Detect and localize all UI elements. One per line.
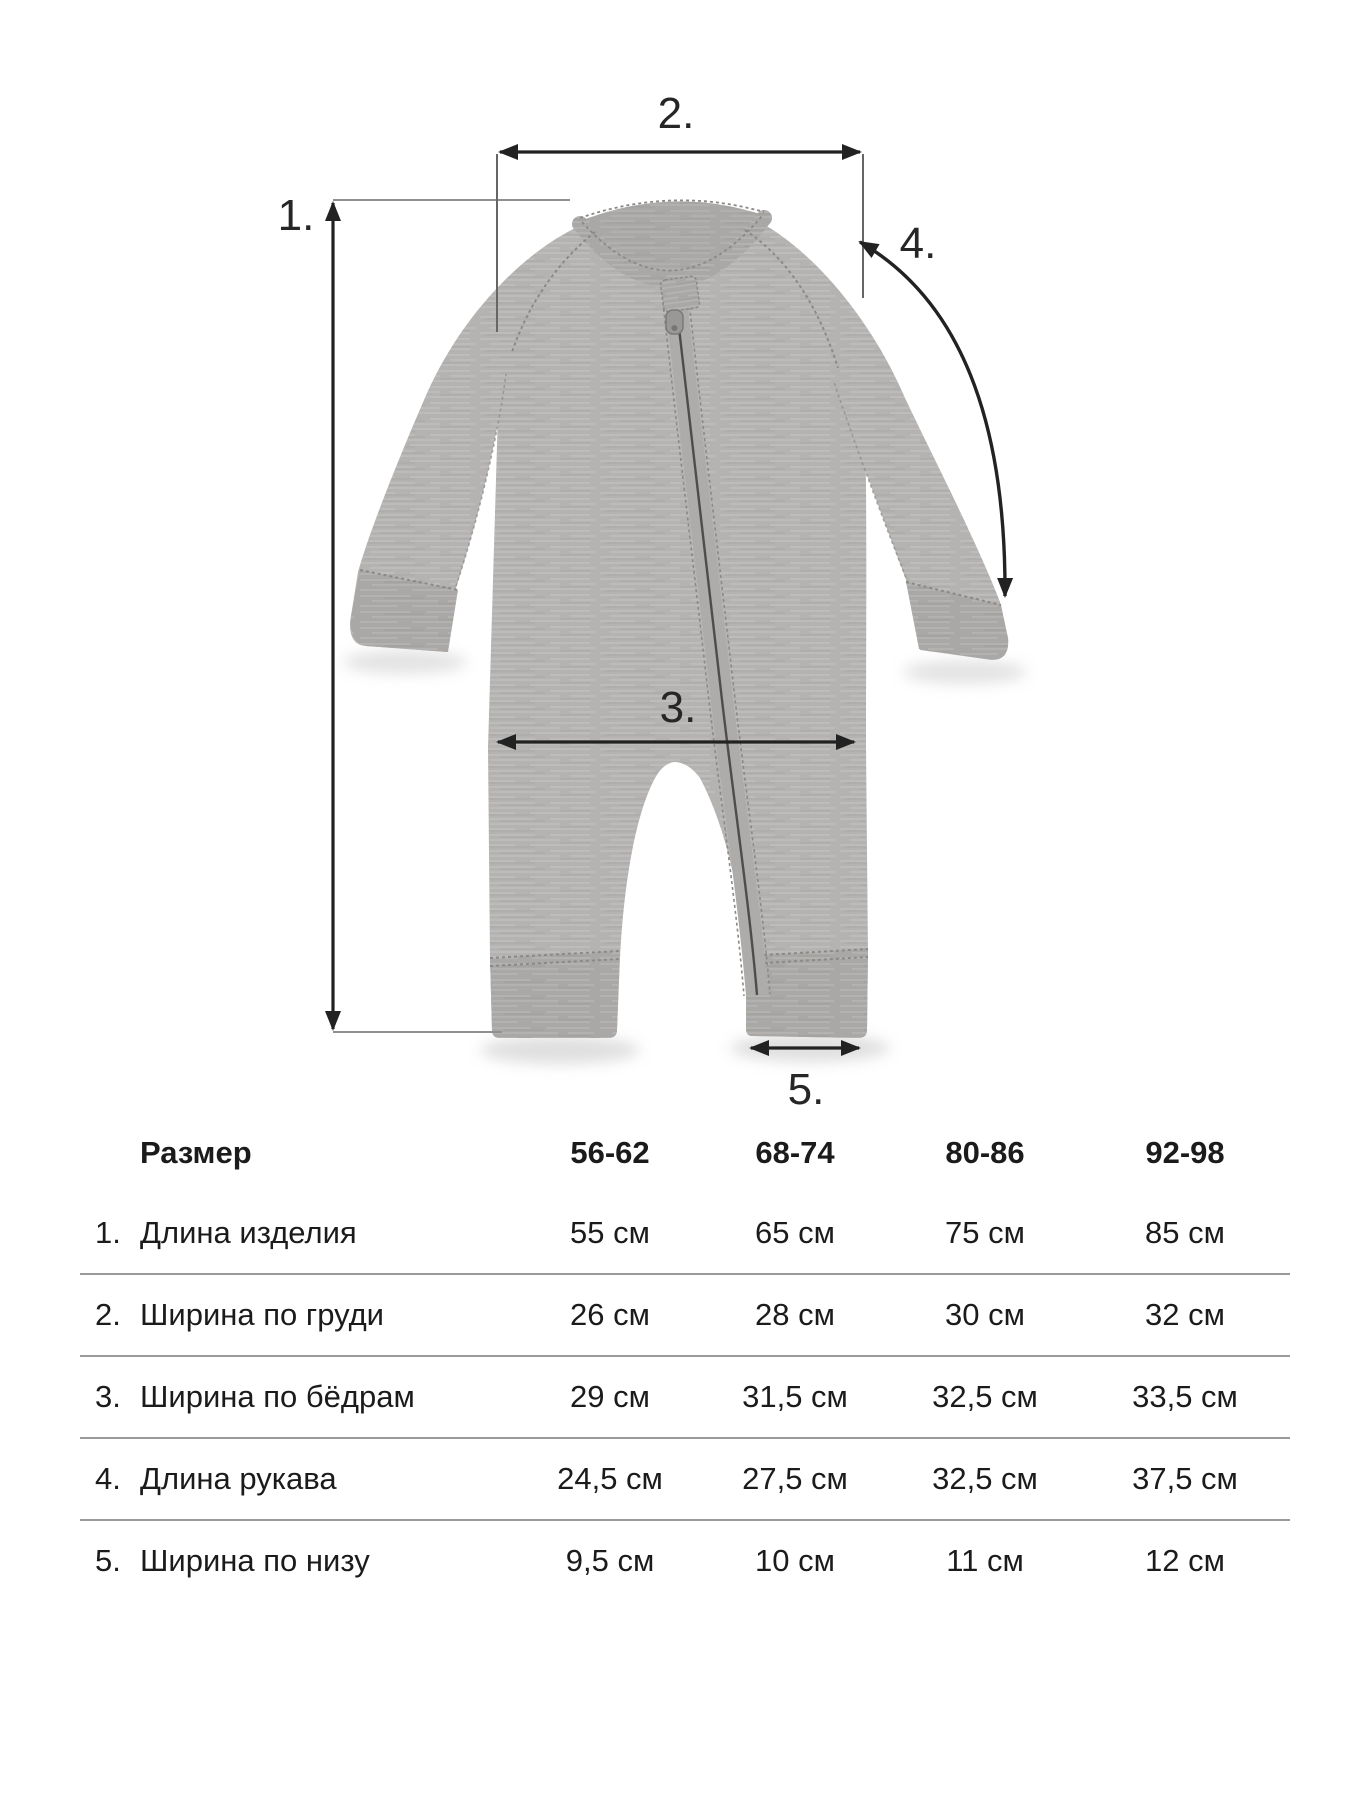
size-column-header: 68-74 — [755, 1135, 835, 1170]
row-name: Ширина по низу — [140, 1543, 370, 1578]
size-table-header-label — [80, 1135, 520, 1171]
measure-label-3: 3. — [659, 683, 697, 732]
row-value: 85 см — [1145, 1215, 1225, 1250]
row-value: 10 см — [755, 1543, 835, 1578]
row-number: 2. — [95, 1297, 121, 1332]
size-table-header-row — [80, 1113, 1290, 1193]
measure-label-5: 5. — [787, 1065, 825, 1114]
row-label — [80, 1379, 520, 1415]
row-value: 65 см — [755, 1215, 835, 1250]
row-name: Ширина по бёдрам — [140, 1379, 415, 1414]
row-number: 3. — [95, 1379, 121, 1414]
row-value: 27,5 см — [742, 1461, 848, 1496]
row-label — [80, 1461, 520, 1497]
row-value: 31,5 см — [742, 1379, 848, 1414]
table-row-leg-opening — [80, 1519, 1290, 1601]
garment-illustration — [343, 200, 1027, 1064]
header-label-text: Размер — [140, 1135, 252, 1170]
zipper-garage — [660, 276, 700, 313]
row-value: 32,5 см — [932, 1461, 1038, 1496]
measure-label-1: 1. — [277, 191, 315, 240]
row-name: Длина изделия — [140, 1215, 357, 1250]
row-value: 37,5 см — [1132, 1461, 1238, 1496]
measure-label-2: 2. — [657, 89, 695, 138]
row-number: 4. — [95, 1461, 121, 1496]
size-column-header: 92-98 — [1145, 1135, 1225, 1170]
measure-label-4: 4. — [899, 219, 937, 268]
row-value: 30 см — [945, 1297, 1025, 1332]
row-value: 9,5 см — [565, 1543, 655, 1578]
row-label — [80, 1543, 520, 1579]
row-value: 12 см — [1145, 1543, 1225, 1578]
table-row-length — [80, 1193, 1290, 1273]
zipper-pull-hole — [672, 325, 678, 331]
row-label — [80, 1215, 520, 1251]
table-row-sleeve-length — [80, 1437, 1290, 1519]
row-name: Ширина по груди — [140, 1297, 384, 1332]
row-value: 24,5 см — [557, 1461, 663, 1496]
table-row-chest-width — [80, 1273, 1290, 1355]
row-value: 32 см — [1145, 1297, 1225, 1332]
row-value: 28 см — [755, 1297, 835, 1332]
row-value: 33,5 см — [1132, 1379, 1238, 1414]
row-label — [80, 1297, 520, 1333]
row-value: 11 см — [946, 1543, 1024, 1578]
row-value: 32,5 см — [932, 1379, 1038, 1414]
row-value: 75 см — [945, 1215, 1025, 1250]
size-table — [80, 1113, 1290, 1601]
row-value: 26 см — [570, 1297, 650, 1332]
row-number: 5. — [95, 1543, 121, 1578]
size-column-header: 56-62 — [570, 1135, 650, 1170]
row-name: Длина рукава — [140, 1461, 337, 1496]
table-row-hip-width — [80, 1355, 1290, 1437]
size-column-header: 80-86 — [945, 1135, 1025, 1170]
row-value: 55 см — [570, 1215, 650, 1250]
row-number: 1. — [95, 1215, 121, 1250]
row-value: 29 см — [570, 1379, 650, 1414]
